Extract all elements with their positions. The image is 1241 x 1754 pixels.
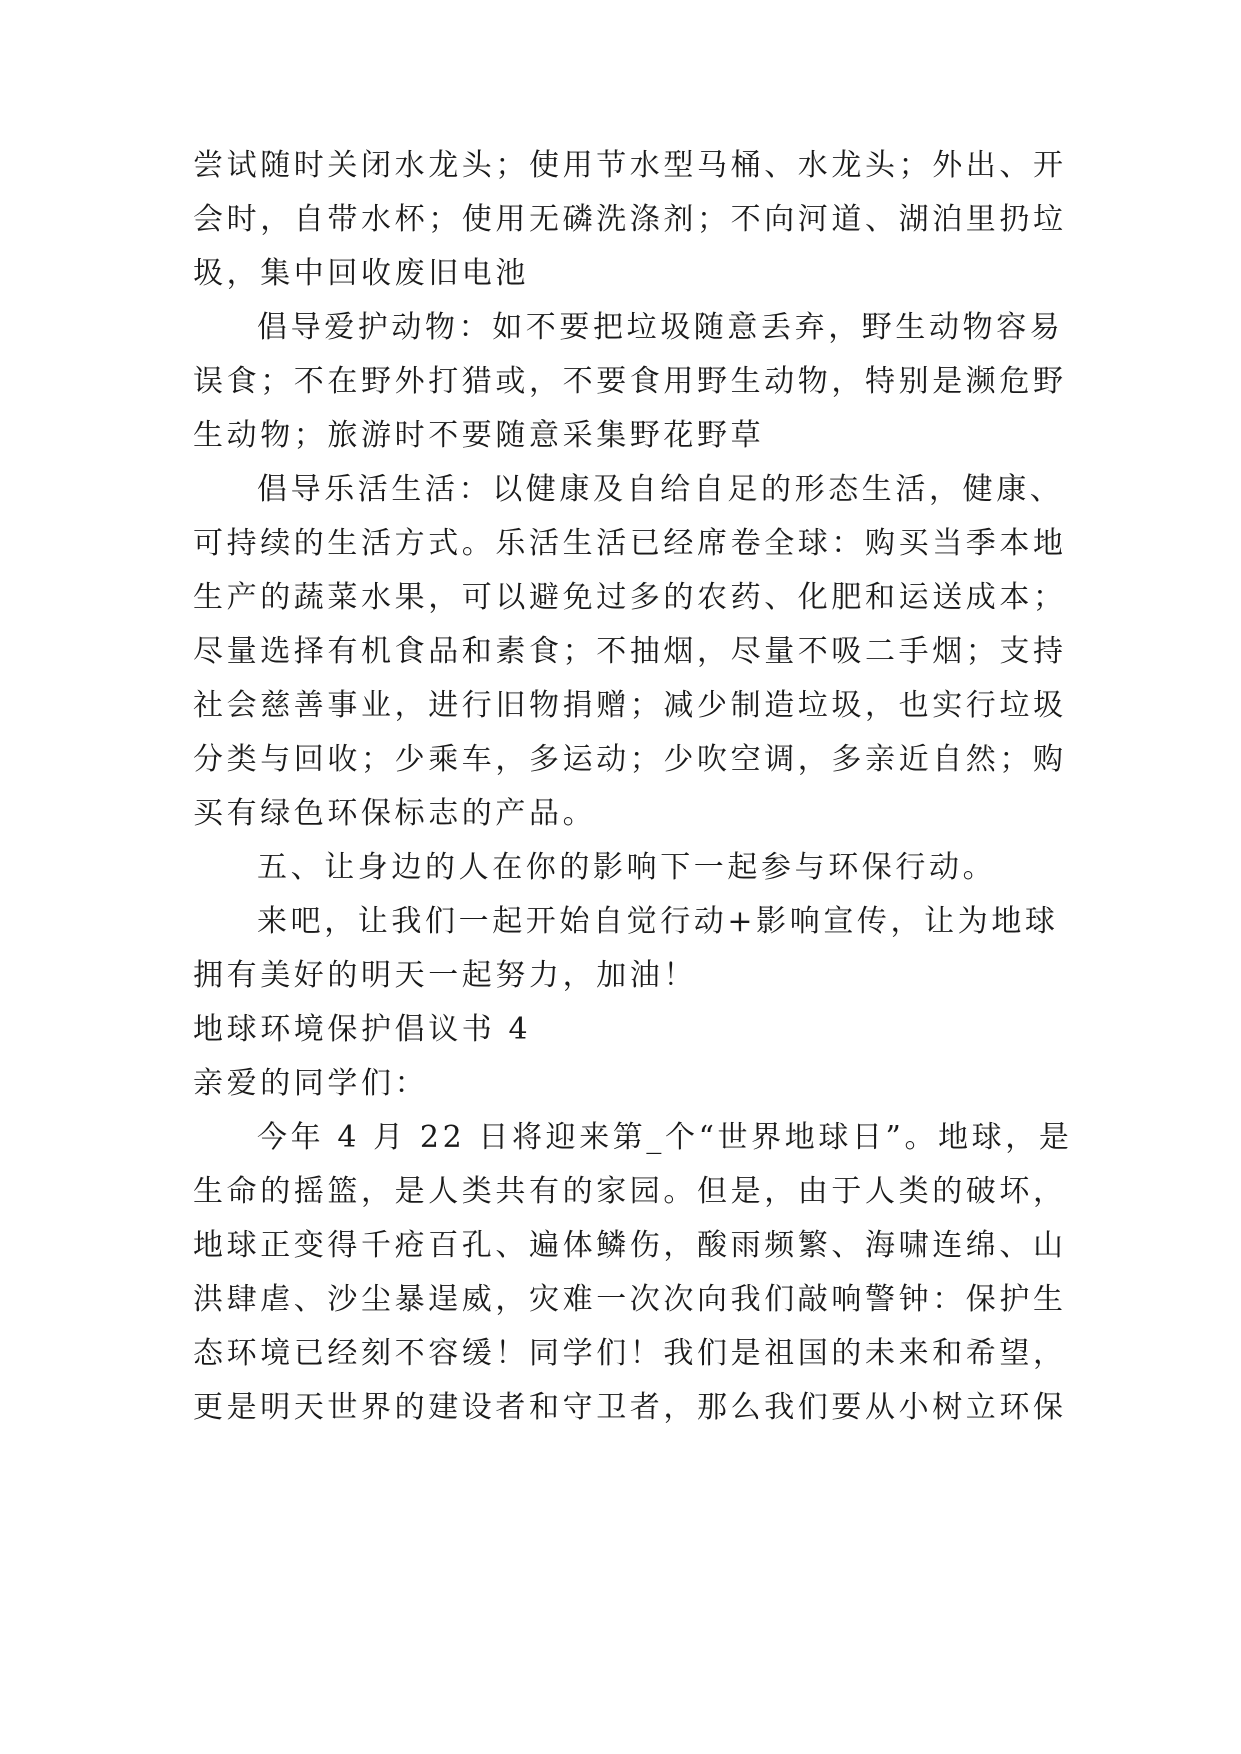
section-heading: 地球环境保护倡议书 4 [193,1012,532,1047]
body-text-line: 会时，自带水杯；使用无磷洗涤剂；不向河道、湖泊里扔垃 [193,202,1067,237]
body-text-line: 可持续的生活方式。乐活生活已经席卷全球：购买当季本地 [193,526,1067,561]
body-text-line: 圾，集中回收废旧电池 [193,256,529,291]
paragraph-first-line: 倡导乐活生活：以健康及自给自足的形态生活，健康、 [257,472,1064,507]
paragraph-first-line: 倡导爱护动物：如不要把垃圾随意丢弃，野生动物容易 [257,310,1064,345]
body-text-line: 洪肆虐、沙尘暴逞威，灾难一次次向我们敲响警钟：保护生 [193,1282,1067,1317]
body-text-line: 地球正变得千疮百孔、遍体鳞伤，酸雨频繁、海啸连绵、山 [193,1228,1067,1263]
body-text-line: 更是明天世界的建设者和守卫者，那么我们要从小树立环保 [193,1390,1067,1425]
paragraph-first-line: 来吧，让我们一起开始自觉行动+影响宣传，让为地球 [257,904,1059,939]
body-text-line: 买有绿色环保标志的产品。 [193,796,597,831]
body-text-line: 生动物；旅游时不要随意采集野花野草 [193,418,765,453]
body-text-line: 尝试随时关闭水龙头；使用节水型马桶、水龙头；外出、开 [193,148,1067,183]
paragraph-first-line: 今年 4 月 22 日将迎来第_个“世界地球日”。地球，是 [257,1120,1073,1155]
body-text-line: 尽量选择有机食品和素食；不抽烟，尽量不吸二手烟；支持 [193,634,1067,669]
body-text-line: 态环境已经刻不容缓！同学们！我们是祖国的未来和希望， [193,1336,1067,1371]
salutation: 亲爱的同学们： [193,1066,429,1101]
body-text-line: 拥有美好的明天一起努力，加油！ [193,958,697,993]
body-text-line: 误食；不在野外打猎或，不要食用野生动物，特别是濒危野 [193,364,1067,399]
body-text-line: 分类与回收；少乘车，多运动；少吹空调，多亲近自然；购 [193,742,1067,777]
body-text-line: 社会慈善事业，进行旧物捐赠；减少制造垃圾，也实行垃圾 [193,688,1067,723]
paragraph-first-line: 五、让身边的人在你的影响下一起参与环保行动。 [257,850,997,885]
body-text-line: 生产的蔬菜水果，可以避免过多的农药、化肥和运送成本； [193,580,1067,615]
body-text-line: 生命的摇篮，是人类共有的家园。但是，由于人类的破坏， [193,1174,1067,1209]
